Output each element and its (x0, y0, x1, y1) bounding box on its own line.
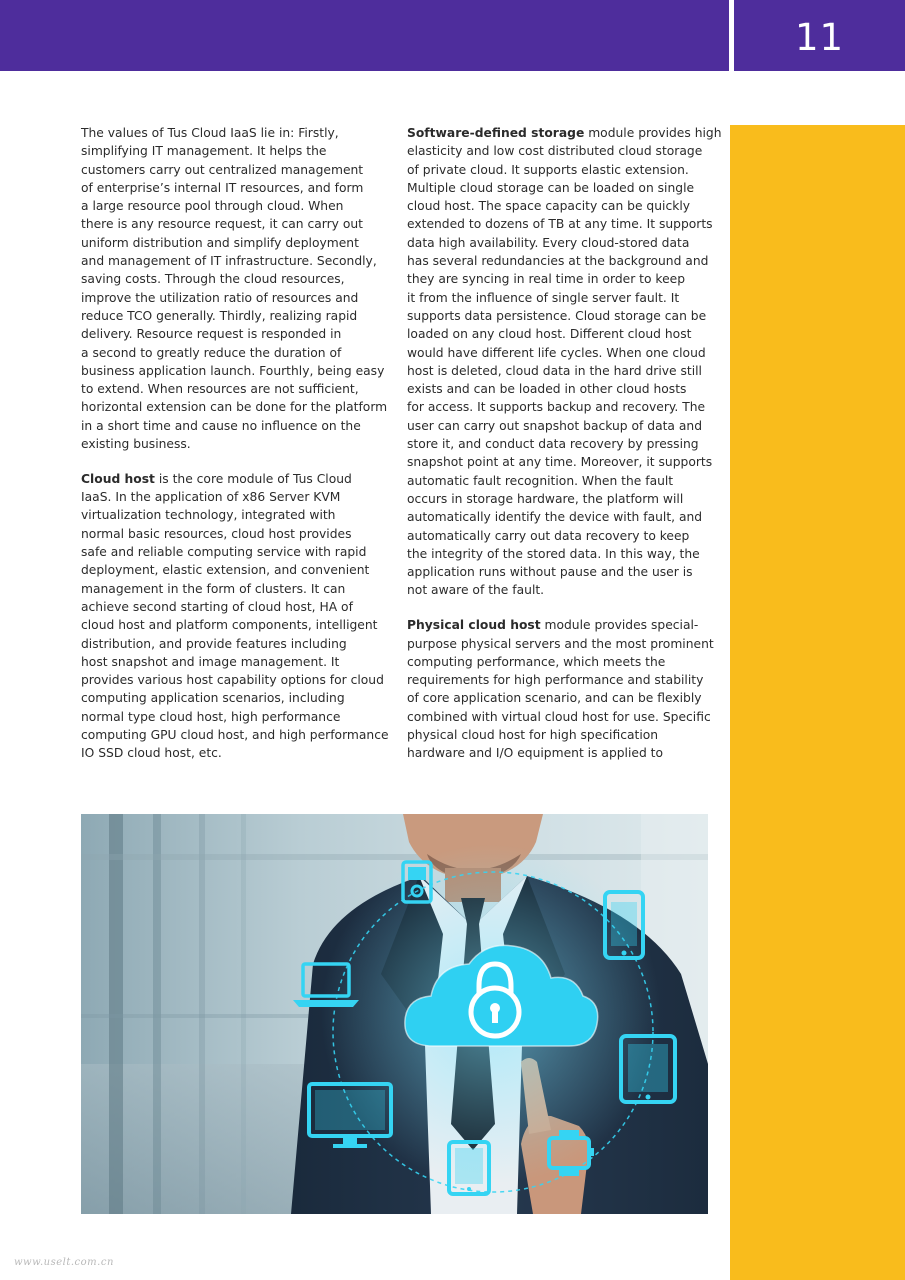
text-line-rest: module provides special- (540, 618, 699, 633)
right-column (407, 124, 722, 763)
text-line: in a short time and cause no influence on the (81, 418, 361, 433)
text-line (407, 124, 722, 142)
text-line: uniform distribution and simplify deployment (81, 235, 359, 250)
text-line: distribution, and provide features including (81, 636, 347, 651)
text-line: improve the utilization ratio of resources and (81, 290, 359, 305)
text-line: deployment, elastic extension, and convenient (81, 563, 370, 578)
text-line: computing performance, which meets the (407, 654, 666, 669)
text-line: automatically carry out data recovery to keep (407, 528, 690, 543)
text-line: host snapshot and image management. It (81, 654, 340, 669)
text-line: computing GPU cloud host, and high performance (81, 728, 389, 742)
text-line: extended to dozens of TB at any time. It supports (407, 217, 713, 232)
text-line (407, 616, 713, 634)
text-line: hardware and I/O equipment is applied to (407, 746, 664, 761)
text-line: cloud host and platform components, intelligent (81, 618, 378, 633)
text-line: management in the form of clusters. It can (81, 581, 346, 596)
text-line: has several redundancies at the background and (407, 254, 709, 269)
storage-heading: Software-defined storage (407, 126, 585, 140)
text-line: of enterprise’s internal IT resources, and form (81, 180, 364, 195)
text-line: IaaS. In the application of x86 Server KVM (81, 490, 341, 505)
text-line: normal type cloud host, high performance (81, 709, 341, 724)
photo-illustration (81, 814, 708, 1214)
text-line: and management of IT infrastructure. Secondly, (81, 254, 377, 269)
text-line: a large resource pool through cloud. When (81, 199, 344, 214)
text-line: achieve second starting of cloud host, HA of (81, 599, 353, 614)
text-line: IO SSD cloud host, etc. (81, 746, 222, 761)
text-line: The values of Tus Cloud IaaS lie in: Firstly, (81, 126, 339, 140)
text-line-rest: is the core module of Tus Cloud (154, 471, 352, 486)
text-line: occurs in storage hardware, the platform will (407, 491, 684, 506)
text-line: business application launch. Fourthly, being easy (81, 363, 385, 378)
text-line: exists and can be loaded in other cloud hosts (407, 382, 687, 397)
text-line: existing business. (81, 437, 191, 452)
text-line: for access. It supports backup and recovery. The (407, 400, 706, 415)
text-line: a second to greatly reduce the duration of (81, 345, 342, 360)
text-line: it from the influence of single server fault. It (407, 290, 680, 305)
text-line: of private cloud. It supports elastic extension. (407, 162, 689, 177)
text-line: horizontal extension can be done for the platform (81, 400, 388, 415)
physical-host-paragraph (407, 616, 713, 762)
text-line: host is deleted, cloud data in the hard drive still (407, 363, 702, 378)
text-line: the integrity of the stored data. In this way, the (407, 546, 700, 561)
text-line-rest: module provides high (584, 126, 722, 140)
text-line: automatically identify the device with fault, and (407, 510, 703, 525)
text-line: they are syncing in real time in order to keep (407, 272, 686, 287)
text-line: automatic fault recognition. When the fault (407, 473, 674, 488)
text-line: there is any resource request, it can carry out (81, 217, 364, 232)
text-line: Multiple cloud storage can be loaded on single (407, 180, 695, 195)
text-line: elasticity and low cost distributed cloud storage (407, 144, 703, 159)
text-line: snapshot point at any time. Moreover, it supports (407, 455, 713, 470)
left-column (81, 124, 389, 763)
storage-paragraph (407, 124, 722, 600)
page-number-box (734, 0, 905, 71)
text-line: combined with virtual cloud host for use. Specific (407, 709, 711, 724)
text-line: normal basic resources, cloud host provides (81, 526, 352, 541)
text-line: reduce TCO generally. Thirdly, realizing rapid (81, 308, 358, 323)
text-line: delivery. Resource request is responded in (81, 327, 342, 342)
businessman-cloud-photo (81, 814, 708, 1214)
ceiling-line (81, 854, 708, 860)
text-line: supports data persistence. Cloud storage can be (407, 308, 707, 323)
text-line: safe and reliable computing service with rapid (81, 545, 367, 560)
text-line: provides various host capability options for cloud (81, 673, 384, 688)
text-line: purpose physical servers and the most prominent (407, 636, 714, 651)
page-number: 11 (794, 16, 845, 59)
text-line: virtualization technology, integrated with (81, 508, 336, 523)
text-line: computing application scenarios, including (81, 691, 345, 706)
watermark: www.uselt.com.cn (14, 1257, 114, 1268)
header-bar (0, 0, 729, 71)
text-line: application runs without pause and the user is (407, 565, 693, 580)
text-line: requirements for high performance and stability (407, 673, 704, 688)
intro-paragraph (81, 124, 386, 453)
physical-host-heading: Physical cloud host (407, 618, 541, 633)
text-line: not aware of the fault. (407, 583, 545, 598)
text-line (81, 470, 386, 488)
text-line: saving costs. Through the cloud resources, (81, 272, 345, 287)
text-line: user can carry out snapshot backup of data and (407, 418, 703, 433)
text-line: of core application scenario, and can be flexibly (407, 691, 702, 706)
text-line: physical cloud host for high specification (407, 728, 659, 742)
yellow-side-bar (730, 125, 905, 1280)
text-line: simplifying IT management. It helps the (81, 144, 327, 159)
text-line: to extend. When resources are not sufficient, (81, 382, 359, 397)
cloud-host-paragraph (81, 470, 389, 763)
text-line: customers carry out centralized management (81, 162, 364, 177)
text-line: would have different life cycles. When one cloud (407, 345, 706, 360)
rail-line (81, 1014, 331, 1018)
cloud-host-heading: Cloud host (81, 471, 155, 486)
text-line: data high availability. Every cloud-stored data (407, 235, 690, 250)
text-line: loaded on any cloud host. Different cloud host (407, 327, 692, 342)
text-line: cloud host. The space capacity can be quickly (407, 199, 691, 214)
text-line: store it, and conduct data recovery by pressing (407, 437, 699, 452)
